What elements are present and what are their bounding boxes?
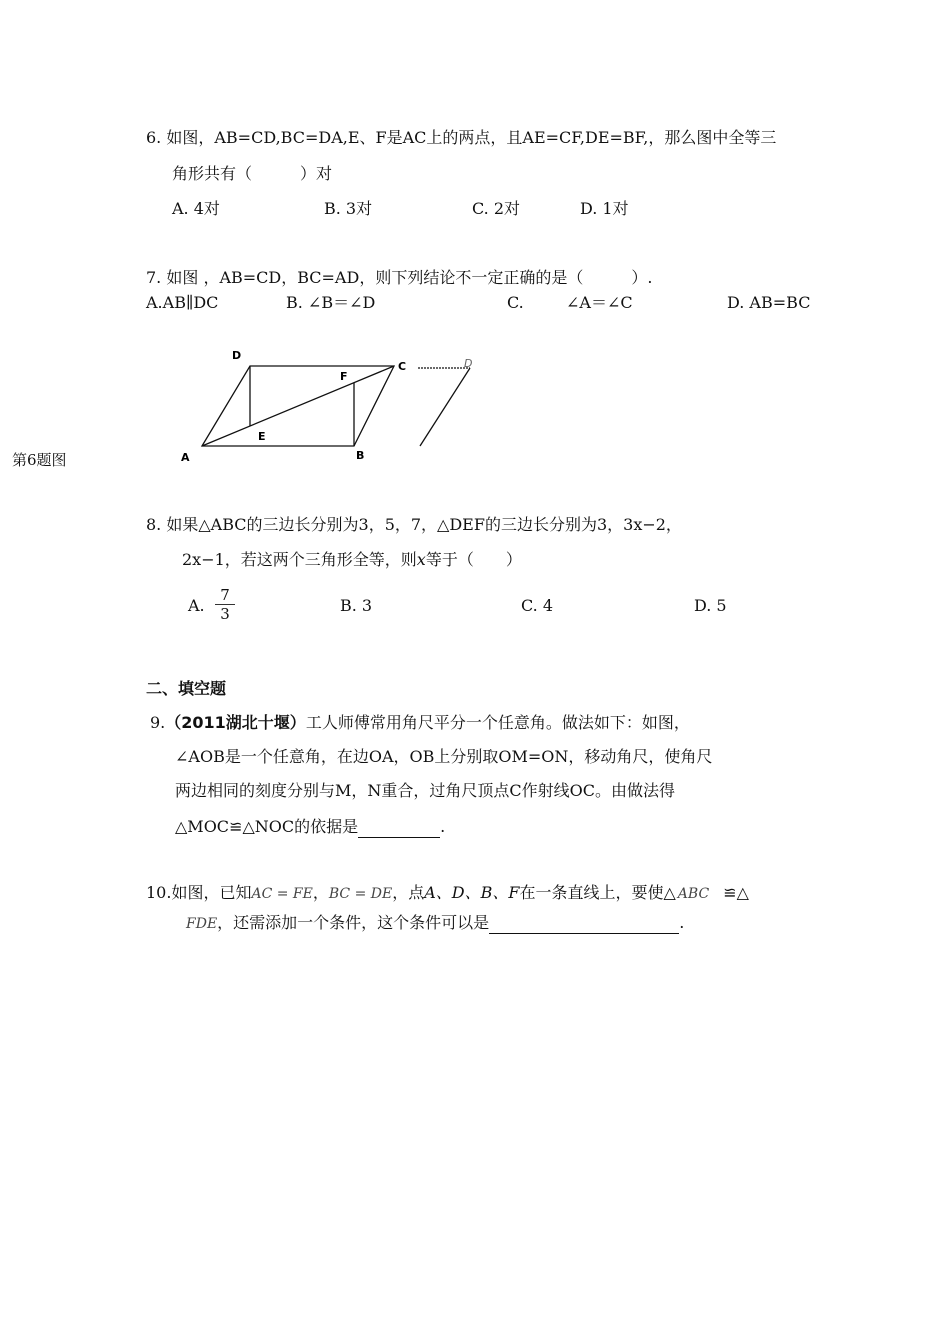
q8-option-a-fraction (215, 586, 235, 623)
q8-option-d: D. 5 (694, 596, 727, 615)
q9-line4-text: △MOC≌△NOC的依据是 (175, 817, 359, 836)
q9-line3: 两边相同的刻度分别与M，N重合，过角尺顶点C作射线OC。由做法得 (175, 781, 675, 800)
q8-option-a-label: A. (188, 596, 205, 615)
q10-text-c: 在一条直线上，要使△ (519, 883, 676, 902)
q9-line1 (150, 713, 690, 733)
q10-fde: FDE (186, 916, 218, 932)
q10-points: A、D、B、F (424, 883, 520, 902)
label-b: B (356, 449, 365, 462)
q8-line2-text-b: 等于（ ） (425, 550, 522, 569)
label-c: C (398, 360, 407, 373)
partial-side (420, 368, 470, 446)
q8-line1: 8. 如果△ABC的三边长分别为3，5，7，△DEF的三边长分别为3，3x−2， (146, 515, 682, 534)
q10-text-a: 10.如图，已知 (146, 883, 252, 902)
fraction-denominator: 3 (220, 605, 230, 623)
diagonal-ac (202, 366, 394, 446)
q9-prefix: 9. (150, 713, 166, 732)
q10-eq2: BC = DE (328, 886, 393, 902)
q9-source: （2011湖北十堰） (165, 713, 306, 732)
q6-line1: 6. 如图，AB=CD,BC=DA,E、F是AC上的两点，且AE=CF,DE=BF,，那么图中全等三 (146, 128, 777, 147)
label-a: A (181, 451, 190, 464)
q6-option-b: B. 3对 (324, 199, 373, 218)
label-partial-d: D (464, 357, 473, 370)
q10-line2: FDE，还需添加一个条件，这个条件可以是 . (186, 913, 685, 932)
q10-answer-blank[interactable] (489, 913, 679, 934)
q10-abc: ABC (677, 886, 710, 902)
q8-line2 (182, 550, 522, 570)
q10-cong: ≌△ (723, 883, 749, 902)
label-d: D (232, 349, 242, 362)
q6-option-c: C. 2对 (472, 199, 521, 218)
q10-line1: 10.如图，已知AC = FE，BC = DE，点A、D、B、F在一条直线上，要使△ ABC ≌△ (146, 883, 749, 902)
q6-option-d: D. 1对 (580, 199, 629, 218)
q10-eq1: AC = FE (251, 886, 313, 902)
q7-option-b: B. ∠B＝∠D (286, 293, 376, 312)
q7-option-d: D. AB=BC (727, 293, 811, 312)
q8-option-c: C. 4 (521, 596, 554, 615)
q7-option-c: ∠A＝∠C (566, 293, 633, 312)
q10-line2-text: ，还需添加一个条件，这个条件可以是 (217, 913, 490, 932)
parallelogram-figure (170, 340, 510, 470)
q8-var-x: x (416, 550, 426, 569)
section-title: 二、填空题 (146, 679, 227, 698)
q8-line2-text-a: 2x−1，若这两个三角形全等，则 (182, 550, 417, 569)
label-f: F (340, 370, 348, 383)
figure-caption: 第6题图 (12, 451, 67, 469)
q7-option-a: A.AB∥DC (146, 293, 219, 312)
q9-line4: △MOC≌△NOC的依据是 . (175, 817, 446, 836)
label-e: E (258, 430, 266, 443)
q7-option-c-label: C. (507, 293, 524, 312)
q6-option-a: A. 4对 (172, 199, 220, 218)
q10-text-b: ，点 (392, 883, 425, 902)
q8-option-b: B. 3 (340, 596, 373, 615)
q9-text: 工人师傅常用角尺平分一个任意角。做法如下：如图， (305, 713, 690, 732)
q9-line2: ∠AOB是一个任意角，在边OA，OB上分别取OM=ON，移动角尺，使角尺 (175, 747, 713, 766)
fraction-numerator: 7 (215, 586, 235, 605)
q6-line2: 角形共有（ ）对 (172, 164, 333, 183)
q9-answer-blank[interactable] (358, 817, 440, 838)
q7-line1: 7. 如图 ，AB=CD，BC=AD，则下列结论不一定正确的是（ ）. (146, 268, 653, 287)
